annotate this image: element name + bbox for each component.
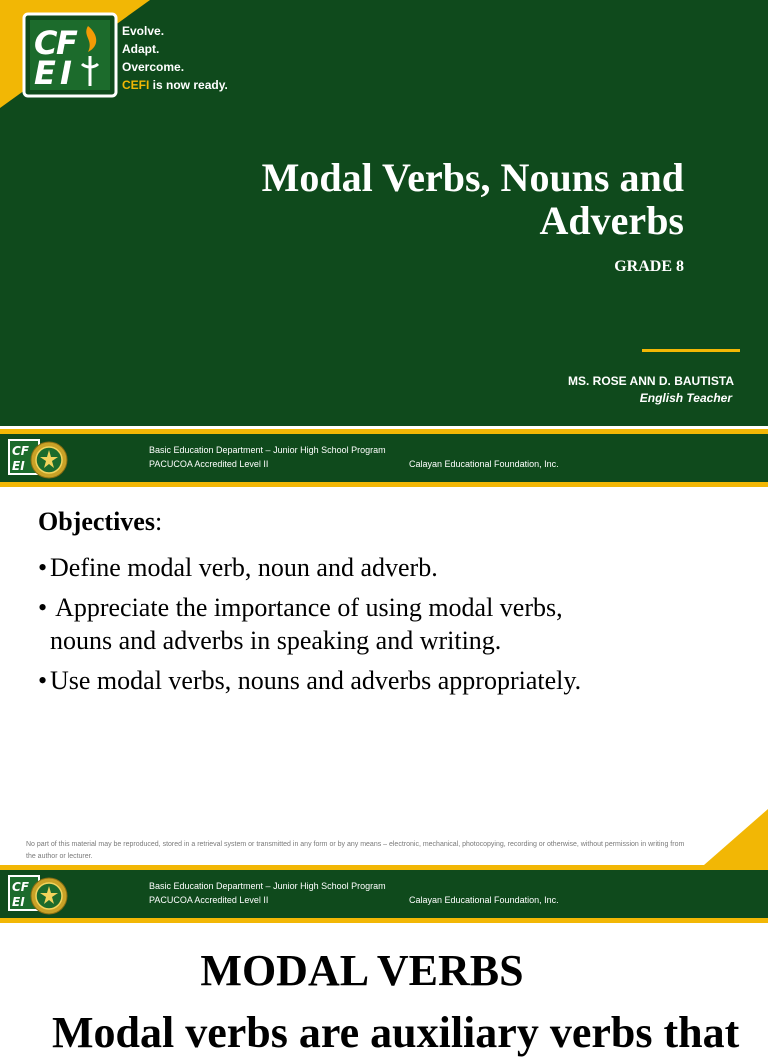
objectives-heading-colon: : [154, 507, 163, 536]
objective-text: Use modal verbs, nouns and adverbs appropriately. [50, 666, 582, 695]
bullet: • [38, 553, 48, 582]
accreditation-seal-icon [30, 441, 68, 479]
teacher-name: MS. ROSE ANN D. BAUTISTA [567, 374, 734, 388]
objective-text: Define modal verb, noun and adverb. [50, 553, 438, 582]
copyright-disclaimer: No part of this material may be reproduced, stored in a retrieval system or transmitted in any form or by any means – electronic, mechanical, photocopying, recording or otherwise, without permission in writing from the author or lecturer. [26, 841, 685, 860]
footer-organization: Calayan Educational Foundation, Inc. [409, 459, 559, 469]
objective-text: Appreciate the importance of using modal verbs, [50, 593, 563, 622]
svg-text:CF: CF [12, 444, 30, 458]
tagline-brand: CEFI [122, 78, 150, 92]
tagline-line: Evolve. [122, 24, 165, 38]
footer-organization: Calayan Educational Foundation, Inc. [409, 895, 559, 905]
svg-text:E: E [34, 54, 56, 92]
tagline [122, 22, 228, 94]
list-item [38, 551, 738, 584]
bullet: • [38, 666, 48, 695]
slide-footer [0, 865, 768, 923]
tagline-suffix: is now ready. [149, 78, 228, 92]
footer-department: Basic Education Department – Junior High School Program [149, 445, 386, 455]
footer-accreditation: PACUCOA Accredited Level II [149, 895, 269, 905]
tagline-ready [122, 76, 228, 94]
objective-text-continued: nouns and adverbs in speaking and writing. [50, 626, 502, 655]
grade-label: GRADE 8 [614, 258, 684, 275]
svg-text:EI: EI [12, 895, 25, 909]
gold-divider [642, 349, 740, 352]
footer-gold-stripe [0, 865, 768, 870]
slide-title-line1: Modal Verbs, Nouns and [261, 155, 684, 200]
svg-text:F: F [56, 24, 78, 62]
svg-text:CF: CF [12, 880, 30, 894]
objectives-heading [38, 507, 162, 537]
list-item [38, 591, 738, 657]
footer-department: Basic Education Department – Junior High School Program [149, 881, 386, 891]
slide-title [124, 156, 684, 242]
teacher-role: English Teacher [639, 391, 732, 405]
cefi-logo-icon [22, 12, 118, 98]
modal-verbs-definition: Modal verbs are auxiliary verbs that [52, 1008, 740, 1057]
tagline-line: Adapt. [122, 42, 160, 56]
tagline-line: Overcome. [122, 60, 185, 74]
accreditation-seal-icon [30, 877, 68, 915]
footer-gold-stripe [0, 429, 768, 434]
gold-corner-triangle [704, 809, 768, 865]
objectives-slide [0, 487, 768, 865]
footer-accreditation: PACUCOA Accredited Level II [149, 459, 269, 469]
slide-title-line2: Adverbs [539, 198, 684, 243]
objectives-list [38, 551, 738, 704]
modal-verbs-title: MODAL VERBS [200, 946, 524, 995]
bullet: • [38, 593, 48, 622]
slide-footer [0, 429, 768, 487]
svg-text:I: I [60, 54, 72, 92]
objectives-heading-text: Objectives [38, 507, 155, 536]
list-item [38, 664, 738, 697]
svg-text:EI: EI [12, 459, 25, 473]
svg-text:C: C [34, 24, 58, 62]
modal-verbs-slide [0, 923, 768, 1057]
title-slide [0, 0, 768, 426]
